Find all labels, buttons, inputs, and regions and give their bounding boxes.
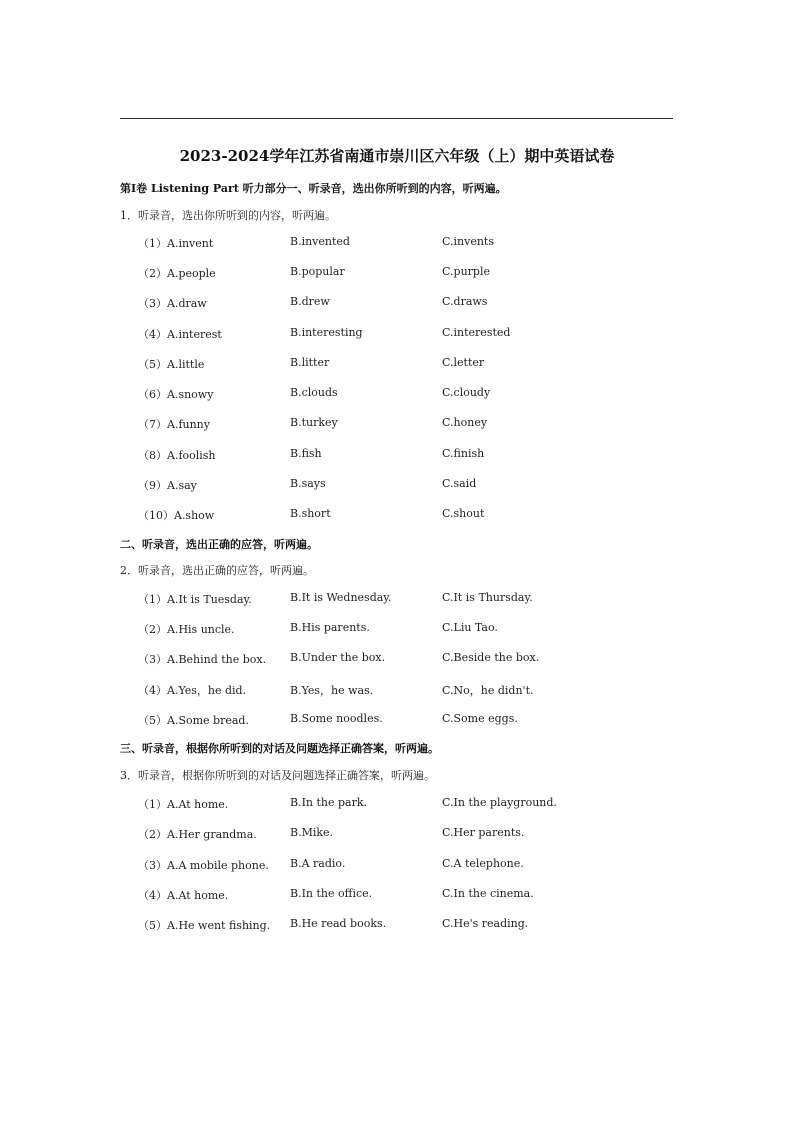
option-c: C.Liu Tao. bbox=[442, 621, 498, 634]
option-c: C.said bbox=[442, 477, 477, 490]
option-a: （1）A.At home. bbox=[138, 798, 229, 811]
option-a: （5）A.Some bread. bbox=[138, 714, 249, 727]
option-b: B.fish bbox=[290, 447, 322, 460]
option-c: C.In the playground. bbox=[442, 796, 557, 809]
option-a: （3）A.draw bbox=[138, 297, 207, 310]
option-b: B.clouds bbox=[290, 386, 338, 399]
list-item bbox=[0, 857, 794, 873]
list-item bbox=[0, 326, 794, 342]
question-2: 2．听录音，选出正确的应答，听两遍。 bbox=[120, 564, 314, 577]
option-a: （6）A.snowy bbox=[138, 388, 214, 401]
list-item bbox=[0, 826, 794, 842]
option-b: B.He read books. bbox=[290, 917, 387, 930]
list-item bbox=[0, 386, 794, 402]
option-c: C.purple bbox=[442, 265, 490, 278]
option-b: B.turkey bbox=[290, 416, 338, 429]
option-a: （7）A.funny bbox=[138, 418, 210, 431]
list-item bbox=[0, 265, 794, 281]
option-b: B.popular bbox=[290, 265, 345, 278]
list-item bbox=[0, 507, 794, 523]
part1-heading: 第I卷 Listening Part 听力部分一、听录音，选出你所听到的内容，听两遍。 bbox=[120, 182, 507, 195]
option-c: C.In the cinema. bbox=[442, 887, 534, 900]
list-item bbox=[0, 887, 794, 903]
list-item bbox=[0, 682, 794, 698]
option-a: （10）A.show bbox=[138, 509, 215, 522]
option-a: （1）A.It is Tuesday. bbox=[138, 593, 252, 606]
list-item bbox=[0, 477, 794, 493]
option-a: （4）A.Yes，he did. bbox=[138, 684, 247, 697]
option-a: （2）A.people bbox=[138, 267, 216, 280]
option-b: B.Mike. bbox=[290, 826, 334, 839]
question-3: 3．听录音，根据你所听到的对话及问题选择正确答案，听两遍。 bbox=[120, 769, 435, 782]
option-a: （2）A.His uncle. bbox=[138, 623, 235, 636]
option-a: （1）A.invent bbox=[138, 237, 214, 250]
option-c: C.Some eggs. bbox=[442, 712, 518, 725]
option-a: （3）A.A mobile phone. bbox=[138, 859, 269, 872]
option-c: C.interested bbox=[442, 326, 511, 339]
option-c: C.cloudy bbox=[442, 386, 491, 399]
option-a: （9）A.say bbox=[138, 479, 197, 492]
option-c: C.honey bbox=[442, 416, 488, 429]
option-a: （8）A.foolish bbox=[138, 449, 216, 462]
option-b: B.In the park. bbox=[290, 796, 368, 809]
option-b: B.Under the box. bbox=[290, 651, 386, 664]
option-a: （5）A.He went fishing. bbox=[138, 919, 271, 932]
option-c: C.Her parents. bbox=[442, 826, 525, 839]
option-c: C.letter bbox=[442, 356, 485, 369]
option-b: B.invented bbox=[290, 235, 350, 248]
option-c: C.Beside the box. bbox=[442, 651, 540, 664]
option-b: B.It is Wednesday. bbox=[290, 591, 392, 604]
option-b: B.interesting bbox=[290, 326, 363, 339]
option-b: B.short bbox=[290, 507, 331, 520]
part2-heading: 二、听录音，选出正确的应答，听两遍。 bbox=[120, 538, 318, 551]
question-1: 1．听录音，选出你所听到的内容，听两遍。 bbox=[120, 209, 336, 222]
option-a: （5）A.little bbox=[138, 358, 205, 371]
option-c: C.A telephone. bbox=[442, 857, 524, 870]
option-b: B.says bbox=[290, 477, 326, 490]
list-item bbox=[0, 917, 794, 933]
list-item bbox=[0, 651, 794, 667]
option-c: C.No，he didn't. bbox=[442, 684, 534, 697]
list-item bbox=[0, 712, 794, 728]
option-a: （4）A.At home. bbox=[138, 889, 229, 902]
option-b: B.drew bbox=[290, 295, 330, 308]
option-c: C.He's reading. bbox=[442, 917, 529, 930]
option-b: B.litter bbox=[290, 356, 330, 369]
list-item bbox=[0, 796, 794, 812]
option-c: C.invents bbox=[442, 235, 494, 248]
option-b: B.Yes，he was. bbox=[290, 684, 374, 697]
option-b: B.His parents. bbox=[290, 621, 370, 634]
option-b: B.A radio. bbox=[290, 857, 346, 870]
option-a: （2）A.Her grandma. bbox=[138, 828, 257, 841]
option-c: C.draws bbox=[442, 295, 488, 308]
list-item bbox=[0, 621, 794, 637]
option-a: （3）A.Behind the box. bbox=[138, 653, 267, 666]
list-item bbox=[0, 416, 794, 432]
list-item bbox=[0, 356, 794, 372]
part3-heading: 三、听录音，根据你所听到的对话及问题选择正确答案，听两遍。 bbox=[120, 742, 439, 755]
list-item bbox=[0, 295, 794, 311]
list-item bbox=[0, 235, 794, 251]
option-c: C.It is Thursday. bbox=[442, 591, 533, 604]
list-item bbox=[0, 447, 794, 463]
header-rule bbox=[120, 118, 673, 119]
page-title: 2023-2024学年江苏省南通市崇川区六年级（上）期中英语试卷 bbox=[179, 147, 615, 165]
option-c: C.shout bbox=[442, 507, 485, 520]
list-item bbox=[0, 591, 794, 607]
option-b: B.In the office. bbox=[290, 887, 373, 900]
option-a: （4）A.interest bbox=[138, 328, 222, 341]
option-c: C.finish bbox=[442, 447, 485, 460]
option-b: B.Some noodles. bbox=[290, 712, 383, 725]
